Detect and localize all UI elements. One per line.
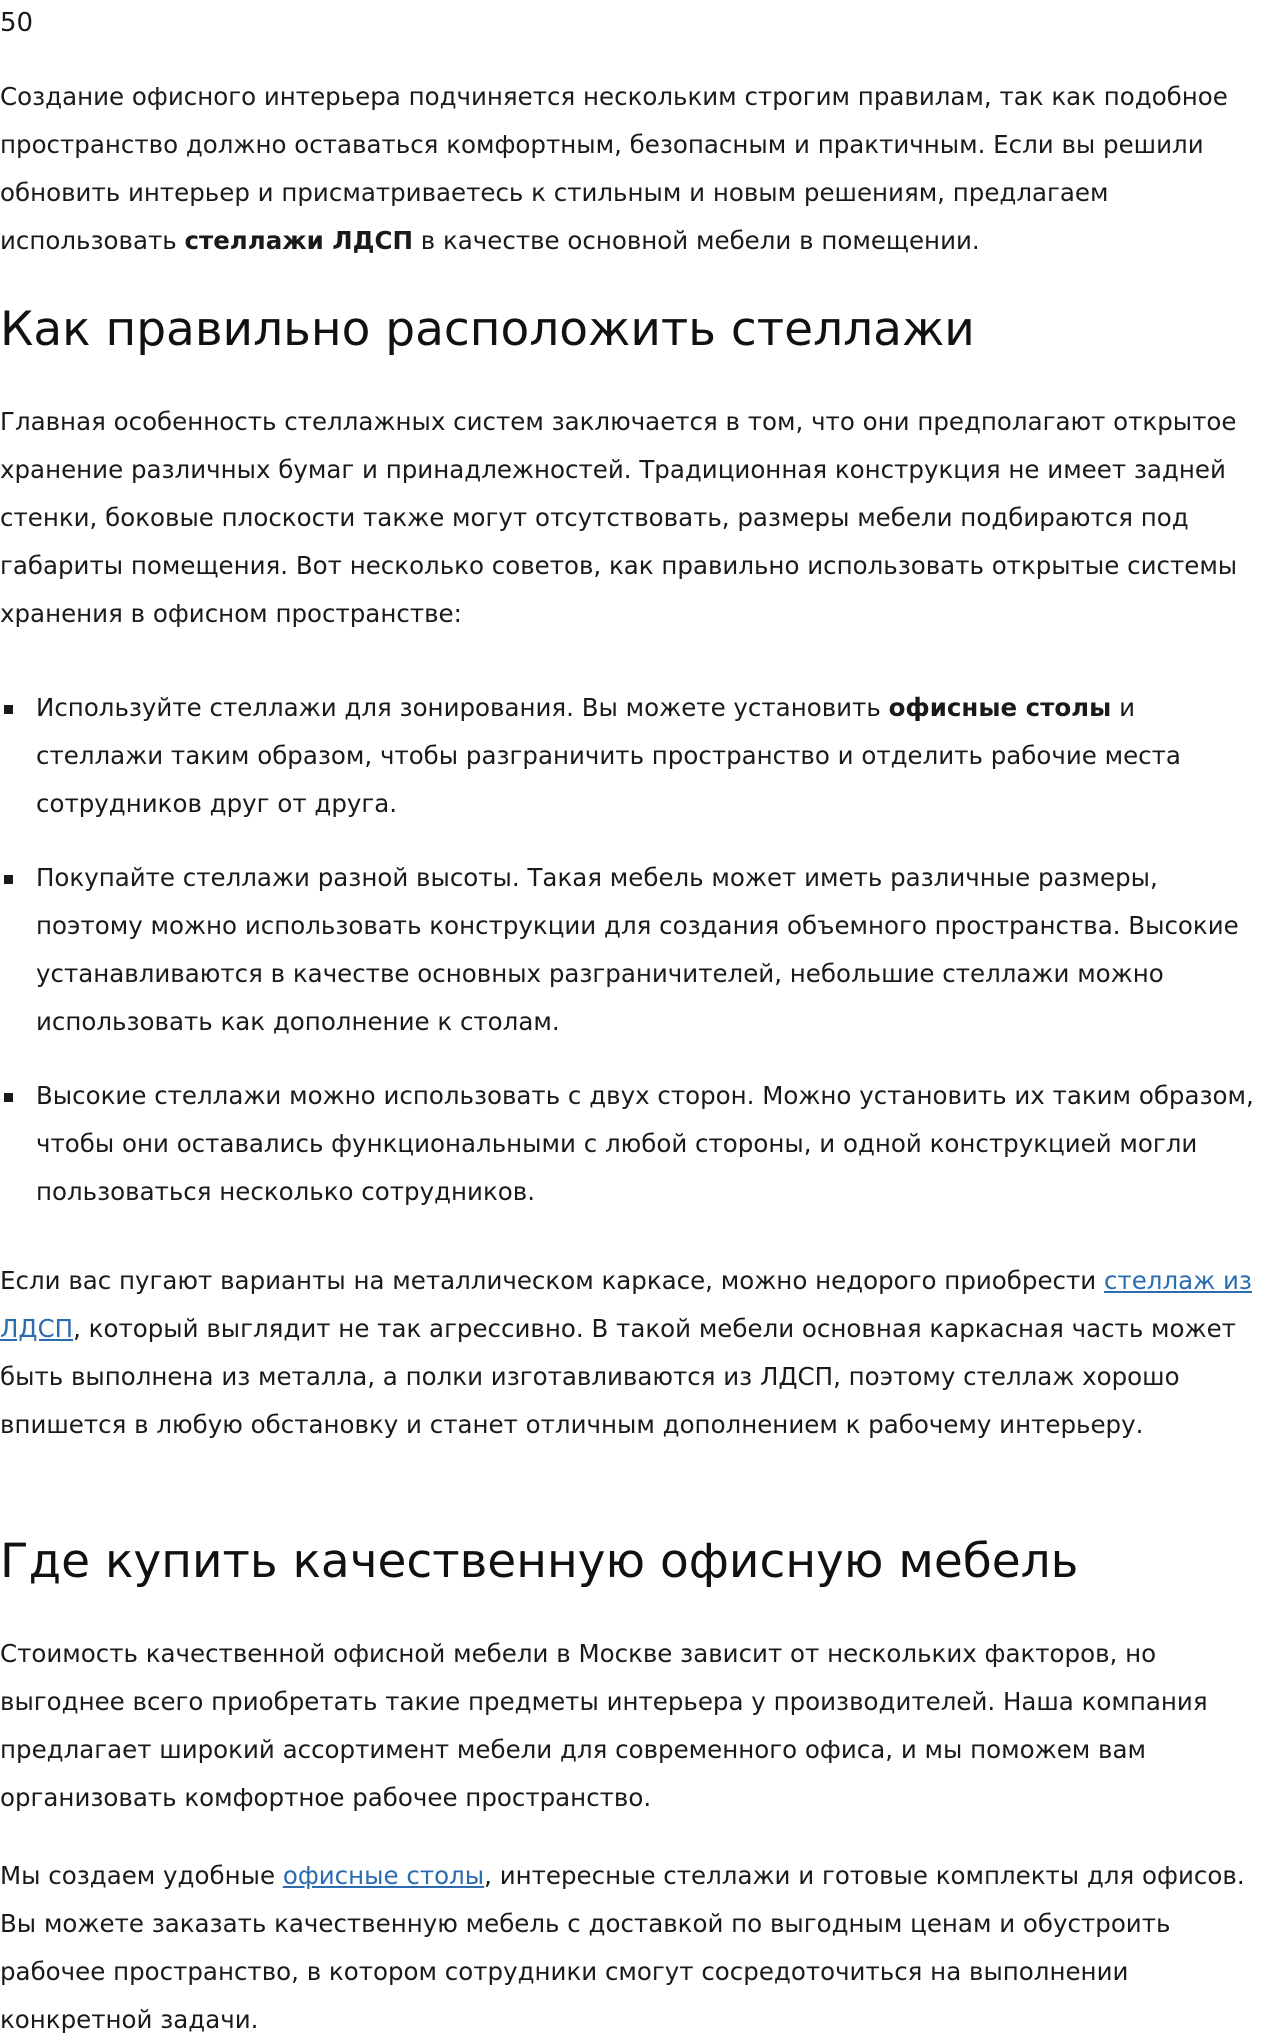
bullet-bold-term: офисные столы	[888, 693, 1112, 722]
section1-heading: Как правильно расположить стеллажи	[0, 302, 975, 357]
section2-paragraph-2	[0, 1852, 1262, 2044]
bullet-text-after: и стеллажи таким образом, чтобы разграничить пространство и отделить рабочие места сотрудников друг от друга.	[36, 693, 1181, 818]
paragraph2-text-before: Мы создаем удобные	[0, 1861, 283, 1890]
bullet-square-icon	[4, 705, 13, 714]
intro-text-before: Создание офисного интерьера подчиняется нескольким строгим правилам, так как подобное пространство должно оставаться комфортным, безопасным и практичным. Если вы решили обновить интерьер и присматриваетесь к стильным и новым решениям, предлагаем использовать	[0, 82, 1228, 255]
section1-paragraph: Главная особенность стеллажных систем заключается в том, что они предполагают открытое хранение различных бумаг и принадлежностей. Традиционная конструкция не имеет задней стенки, боковые плоскости также могут отсутствовать, размеры мебели подбираются под габариты помещения. Вот несколько советов, как правильно использовать открытые системы хранения в офисном пространстве:	[0, 407, 1238, 628]
closing-text-before: Если вас пугают варианты на металлическом каркасе, можно недорого приобрести	[0, 1266, 1104, 1295]
list-item	[0, 684, 1262, 828]
intro-bold-term: стеллажи ЛДСП	[184, 226, 413, 255]
intro-paragraph	[0, 73, 1262, 265]
bullet-text-before: Используйте стеллажи для зонирования. Вы можете установить	[36, 693, 889, 722]
tips-list	[0, 684, 1262, 1242]
section1-closing-paragraph	[0, 1257, 1262, 1449]
section2-heading: Где купить качественную офисную мебель	[0, 1534, 1079, 1589]
list-item	[0, 1072, 1262, 1216]
section2-paragraph-1: Стоимость качественной офисной мебели в Москве зависит от нескольких факторов, но выгоднее всего приобретать такие предметы интерьера у производителей. Наша компания предлагает широкий ассортимент мебели для современного офиса, и мы поможем вам организовать комфортное рабочее пространство.	[0, 1639, 1208, 1812]
ldsp-rack-link[interactable]: стеллаж из ЛДСП	[0, 1266, 1252, 1343]
intro-text-after: в качестве основной мебели в помещении.	[412, 226, 980, 255]
bullet-text: Покупайте стеллажи разной высоты. Такая мебель может иметь различные размеры, поэтому можно использовать конструкции для создания объемного пространства. Высокие устанавливаются в качестве основных разграничителей, небольшие стеллажи можно использовать как дополнение к столам.	[36, 863, 1239, 1036]
bullet-square-icon	[4, 1093, 13, 1102]
paragraph2-text-after: , интересные стеллажи и готовые комплекты для офисов. Вы можете заказать качественную мебель с доставкой по выгодным ценам и обустроить рабочее пространство, в котором сотрудники смогут сосредоточиться на выполнении конкретной задачи.	[0, 1861, 1245, 2034]
list-item	[0, 854, 1262, 1046]
bullet-text: Высокие стеллажи можно использовать с двух сторон. Можно установить их таким образом, чтобы они оставались функциональными с любой стороны, и одной конструкцией могли пользоваться несколько сотрудников.	[36, 1081, 1254, 1206]
page-number: 50	[0, 8, 34, 38]
closing-text-after: , который выглядит не так агрессивно. В такой мебели основная каркасная часть может быть выполнена из металла, а полки изготавливаются из ЛДСП, поэтому стеллаж хорошо впишется в любую обстановку и станет отличным дополнением к рабочему интерьеру.	[0, 1314, 1236, 1439]
bullet-square-icon	[4, 875, 13, 884]
office-desks-link[interactable]: офисные столы	[282, 1861, 485, 1890]
